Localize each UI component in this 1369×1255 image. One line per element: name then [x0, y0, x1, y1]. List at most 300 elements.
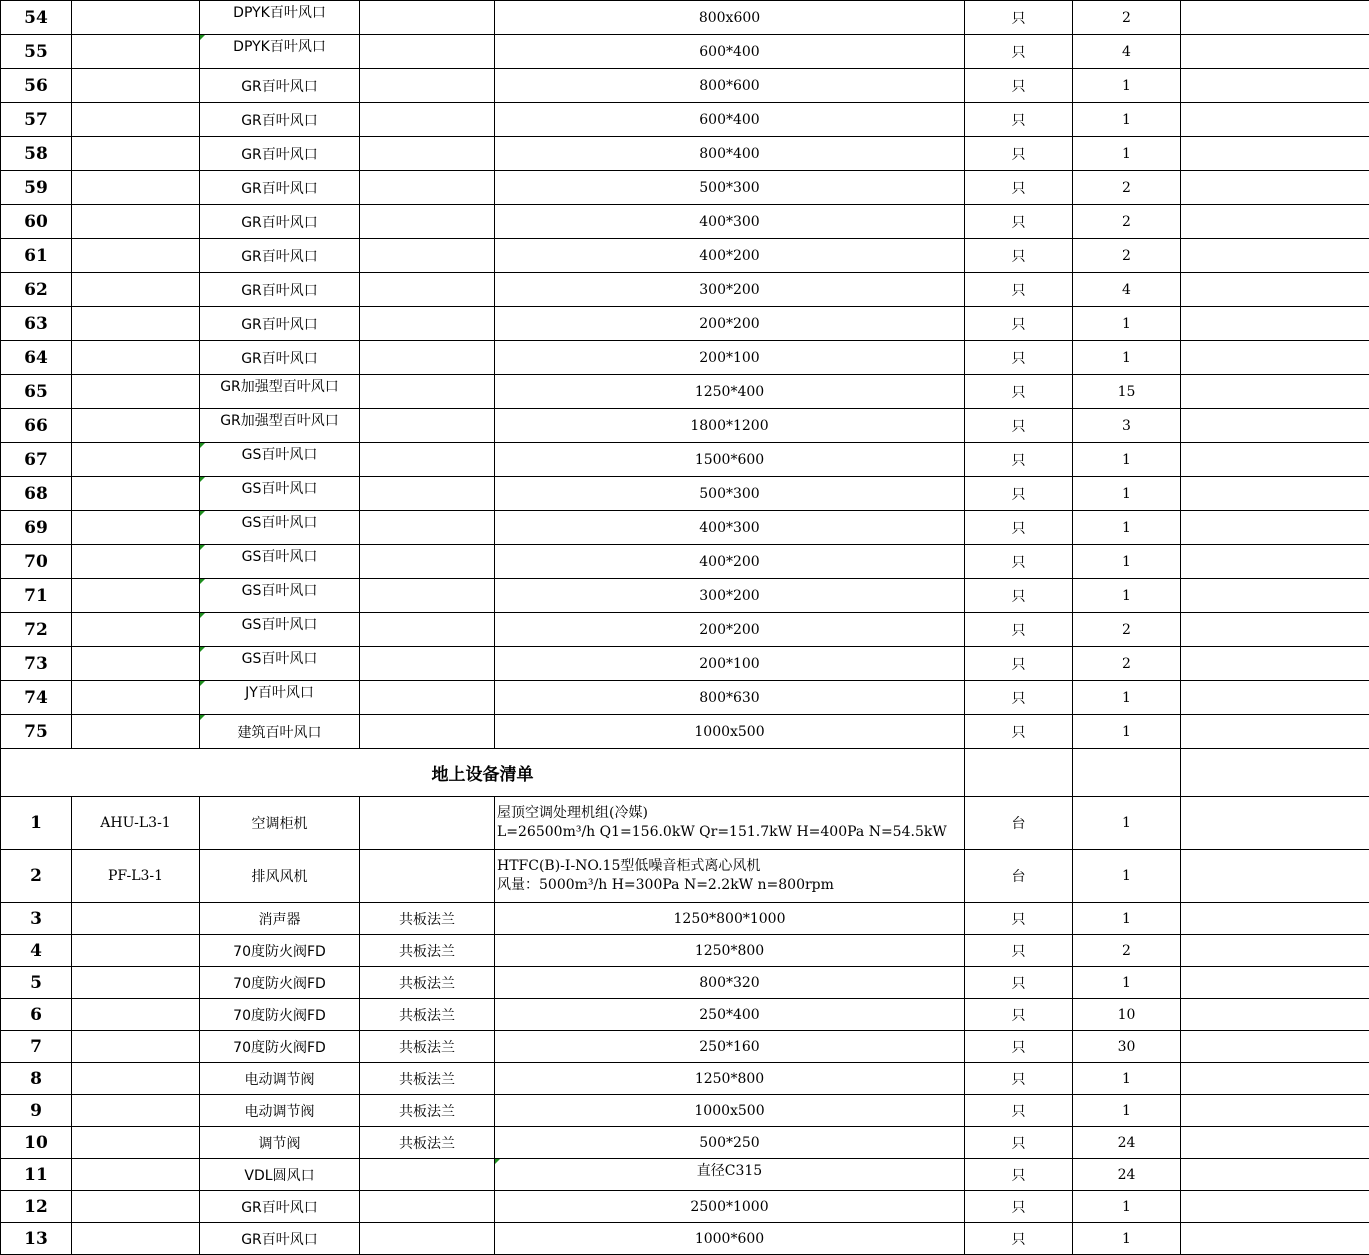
remark-cell[interactable]: [1181, 443, 1369, 477]
item-name-cell[interactable]: GS百叶风口: [200, 511, 360, 545]
row-number-cell[interactable]: 55: [1, 35, 72, 69]
spec-cell[interactable]: 1000x500: [495, 1095, 965, 1127]
item-name-cell[interactable]: GR百叶风口: [200, 137, 360, 171]
quantity-cell[interactable]: 1: [1073, 443, 1181, 477]
row-number-cell[interactable]: 57: [1, 103, 72, 137]
unit-cell[interactable]: 只: [965, 967, 1073, 999]
quantity-cell[interactable]: 2: [1073, 239, 1181, 273]
code-cell[interactable]: [72, 1095, 200, 1127]
row-number-cell[interactable]: 65: [1, 375, 72, 409]
spec-cell[interactable]: 400*200: [495, 239, 965, 273]
remark-cell[interactable]: [1181, 205, 1369, 239]
code-cell[interactable]: [72, 443, 200, 477]
connection-cell[interactable]: [360, 443, 495, 477]
section-title[interactable]: 地上设备清单: [1, 749, 965, 797]
unit-cell[interactable]: 只: [965, 545, 1073, 579]
unit-cell[interactable]: 只: [965, 171, 1073, 205]
unit-cell[interactable]: 台: [965, 797, 1073, 850]
quantity-cell[interactable]: 1: [1073, 477, 1181, 511]
spec-cell[interactable]: 200*100: [495, 341, 965, 375]
code-cell[interactable]: [72, 1, 200, 35]
remark-cell[interactable]: [1181, 1, 1369, 35]
description-cell[interactable]: [495, 797, 965, 850]
row-number-cell[interactable]: 61: [1, 239, 72, 273]
code-cell[interactable]: [72, 935, 200, 967]
table-row: [1, 545, 1369, 579]
row-number-cell[interactable]: 11: [1, 1159, 72, 1191]
spec-cell[interactable]: 500*250: [495, 1127, 965, 1159]
row-number-cell[interactable]: 6: [1, 999, 72, 1031]
unit-cell[interactable]: 只: [965, 103, 1073, 137]
quantity-cell[interactable]: 1: [1073, 545, 1181, 579]
remark-cell[interactable]: [1181, 715, 1369, 749]
unit-cell[interactable]: 只: [965, 1191, 1073, 1223]
item-name-cell[interactable]: 建筑百叶风口: [200, 715, 360, 749]
unit-cell[interactable]: 只: [965, 307, 1073, 341]
table-row: [1, 1, 1369, 35]
code-cell[interactable]: [72, 647, 200, 681]
row-number-cell[interactable]: 60: [1, 205, 72, 239]
remark-cell[interactable]: [1181, 797, 1369, 850]
row-number-cell[interactable]: 74: [1, 681, 72, 715]
row-number-cell[interactable]: 54: [1, 1, 72, 35]
item-name-cell[interactable]: 调节阀: [200, 1127, 360, 1159]
unit-cell[interactable]: 只: [965, 69, 1073, 103]
unit-cell[interactable]: 只: [965, 715, 1073, 749]
quantity-cell[interactable]: 24: [1073, 1159, 1181, 1191]
table-row: [1, 341, 1369, 375]
row-number-cell[interactable]: 3: [1, 903, 72, 935]
connection-cell[interactable]: [360, 647, 495, 681]
item-name-cell[interactable]: JY百叶风口: [200, 681, 360, 715]
remark-cell[interactable]: [1181, 613, 1369, 647]
spec-cell[interactable]: 500*300: [495, 477, 965, 511]
quantity-cell[interactable]: 24: [1073, 1127, 1181, 1159]
quantity-cell[interactable]: 1: [1073, 1095, 1181, 1127]
item-name-cell[interactable]: GS百叶风口: [200, 647, 360, 681]
row-number-cell[interactable]: 69: [1, 511, 72, 545]
remark-cell[interactable]: [1181, 903, 1369, 935]
remark-cell[interactable]: [1181, 935, 1369, 967]
quantity-cell[interactable]: 1: [1073, 1223, 1181, 1255]
item-name-cell[interactable]: GR百叶风口: [200, 1191, 360, 1223]
quantity-cell[interactable]: 1: [1073, 1191, 1181, 1223]
table-row: [1, 103, 1369, 137]
quantity-cell[interactable]: 1: [1073, 341, 1181, 375]
row-number-cell[interactable]: 5: [1, 967, 72, 999]
item-name-cell[interactable]: 电动调节阀: [200, 1063, 360, 1095]
unit-cell[interactable]: 只: [965, 903, 1073, 935]
code-cell[interactable]: [72, 1159, 200, 1191]
row-number-cell[interactable]: 73: [1, 647, 72, 681]
unit-cell[interactable]: 只: [965, 647, 1073, 681]
spec-cell[interactable]: 200*100: [495, 647, 965, 681]
item-name-cell[interactable]: GR百叶风口: [200, 103, 360, 137]
connection-cell[interactable]: [360, 715, 495, 749]
code-cell[interactable]: [72, 341, 200, 375]
connection-cell[interactable]: 共板法兰: [360, 999, 495, 1031]
spec-cell[interactable]: 1250*800: [495, 935, 965, 967]
code-cell[interactable]: [72, 171, 200, 205]
item-name-cell[interactable]: GR百叶风口: [200, 239, 360, 273]
row-number-cell[interactable]: 66: [1, 409, 72, 443]
connection-cell[interactable]: [360, 681, 495, 715]
item-name-cell[interactable]: GS百叶风口: [200, 579, 360, 613]
spec-cell[interactable]: 1250*800: [495, 1063, 965, 1095]
item-name-cell[interactable]: GS百叶风口: [200, 545, 360, 579]
row-number-cell[interactable]: 62: [1, 273, 72, 307]
connection-cell[interactable]: 共板法兰: [360, 1127, 495, 1159]
section-header-row: [1, 749, 1369, 797]
code-cell[interactable]: [72, 273, 200, 307]
row-number-cell[interactable]: 7: [1, 1031, 72, 1063]
remark-cell[interactable]: [1181, 239, 1369, 273]
quantity-cell[interactable]: 2: [1073, 205, 1181, 239]
spec-cell[interactable]: 800*400: [495, 137, 965, 171]
code-cell[interactable]: [72, 511, 200, 545]
spec-cell[interactable]: 800*320: [495, 967, 965, 999]
row-number-cell[interactable]: 1: [1, 797, 72, 850]
item-name-cell[interactable]: GR百叶风口: [200, 341, 360, 375]
table-row: [1, 137, 1369, 171]
spec-cell[interactable]: 1000*600: [495, 1223, 965, 1255]
connection-cell[interactable]: [360, 545, 495, 579]
unit-cell[interactable]: 只: [965, 1095, 1073, 1127]
table-row: [1, 409, 1369, 443]
item-name-cell[interactable]: 70度防火阀FD: [200, 935, 360, 967]
spec-cell[interactable]: 250*400: [495, 999, 965, 1031]
connection-cell[interactable]: [360, 477, 495, 511]
unit-cell[interactable]: 只: [965, 341, 1073, 375]
connection-cell[interactable]: 共板法兰: [360, 1063, 495, 1095]
quantity-cell[interactable]: 1: [1073, 137, 1181, 171]
remark-cell[interactable]: [1181, 69, 1369, 103]
spec-cell[interactable]: 1800*1200: [495, 409, 965, 443]
remark-cell[interactable]: [1181, 1159, 1369, 1191]
quantity-cell[interactable]: 1: [1073, 103, 1181, 137]
unit-cell[interactable]: 只: [965, 1, 1073, 35]
unit-cell[interactable]: 只: [965, 409, 1073, 443]
item-name-cell[interactable]: GR加强型百叶风口: [200, 409, 360, 443]
code-cell[interactable]: [72, 69, 200, 103]
connection-cell[interactable]: [360, 205, 495, 239]
remark-cell[interactable]: [1181, 273, 1369, 307]
quantity-cell[interactable]: 1: [1073, 967, 1181, 999]
connection-cell[interactable]: [360, 1, 495, 35]
connection-cell[interactable]: [360, 273, 495, 307]
row-number-cell[interactable]: 59: [1, 171, 72, 205]
table-row: [1, 273, 1369, 307]
spec-cell[interactable]: 600*400: [495, 103, 965, 137]
quantity-cell[interactable]: 1: [1073, 903, 1181, 935]
row-number-cell[interactable]: 12: [1, 1191, 72, 1223]
spec-cell[interactable]: 1250*400: [495, 375, 965, 409]
quantity-cell[interactable]: 1: [1073, 715, 1181, 749]
row-number-cell[interactable]: 75: [1, 715, 72, 749]
unit-cell[interactable]: 只: [965, 239, 1073, 273]
item-name-cell[interactable]: GS百叶风口: [200, 443, 360, 477]
connection-cell[interactable]: [360, 35, 495, 69]
description-line: HTFC(B)-I-NO.15型低噪音柜式离心风机: [497, 858, 761, 874]
code-cell[interactable]: [72, 239, 200, 273]
connection-cell[interactable]: 共板法兰: [360, 935, 495, 967]
quantity-cell[interactable]: 2: [1073, 171, 1181, 205]
unit-cell[interactable]: 台: [965, 850, 1073, 903]
spec-cell[interactable]: 300*200: [495, 579, 965, 613]
row-number-cell[interactable]: 63: [1, 307, 72, 341]
remark-cell[interactable]: [1181, 1191, 1369, 1223]
spec-cell[interactable]: 2500*1000: [495, 1191, 965, 1223]
table-row: [1, 647, 1369, 681]
unit-cell[interactable]: 只: [965, 511, 1073, 545]
remark-cell[interactable]: [1181, 1063, 1369, 1095]
quantity-cell[interactable]: 2: [1073, 613, 1181, 647]
connection-cell[interactable]: [360, 69, 495, 103]
remark-cell[interactable]: [1181, 749, 1369, 797]
code-cell[interactable]: [72, 545, 200, 579]
unit-cell[interactable]: 只: [965, 205, 1073, 239]
remark-cell[interactable]: [1181, 375, 1369, 409]
code-cell[interactable]: [72, 1031, 200, 1063]
spec-cell[interactable]: 250*160: [495, 1031, 965, 1063]
item-name-cell[interactable]: GR百叶风口: [200, 273, 360, 307]
spec-cell[interactable]: 500*300: [495, 171, 965, 205]
row-number-cell[interactable]: 72: [1, 613, 72, 647]
quantity-cell[interactable]: 1: [1073, 579, 1181, 613]
code-cell[interactable]: [72, 1191, 200, 1223]
unit-cell[interactable]: 只: [965, 1063, 1073, 1095]
unit-cell[interactable]: 只: [965, 1159, 1073, 1191]
row-number-cell[interactable]: 8: [1, 1063, 72, 1095]
connection-cell[interactable]: [360, 1159, 495, 1191]
spec-cell[interactable]: 1250*800*1000: [495, 903, 965, 935]
unit-cell[interactable]: 只: [965, 999, 1073, 1031]
code-cell[interactable]: [72, 35, 200, 69]
unit-cell[interactable]: 只: [965, 137, 1073, 171]
item-name-cell[interactable]: 空调柜机: [200, 797, 360, 850]
code-cell[interactable]: [72, 103, 200, 137]
item-name-cell[interactable]: GS百叶风口: [200, 613, 360, 647]
item-name-cell[interactable]: 电动调节阀: [200, 1095, 360, 1127]
remark-cell[interactable]: [1181, 1095, 1369, 1127]
unit-cell[interactable]: 只: [965, 1127, 1073, 1159]
code-cell[interactable]: [72, 613, 200, 647]
item-name-cell[interactable]: GR百叶风口: [200, 69, 360, 103]
remark-cell[interactable]: [1181, 137, 1369, 171]
connection-cell[interactable]: 共板法兰: [360, 903, 495, 935]
code-cell[interactable]: [72, 477, 200, 511]
connection-cell[interactable]: [360, 375, 495, 409]
item-name-cell[interactable]: 70度防火阀FD: [200, 1031, 360, 1063]
code-cell[interactable]: PF-L3-1: [72, 850, 200, 903]
table-row: [1, 171, 1369, 205]
remark-cell[interactable]: [1181, 850, 1369, 903]
remark-cell[interactable]: [1181, 35, 1369, 69]
quantity-cell[interactable]: 1: [1073, 69, 1181, 103]
code-cell[interactable]: [72, 999, 200, 1031]
connection-cell[interactable]: 共板法兰: [360, 1031, 495, 1063]
spec-cell[interactable]: 800*600: [495, 69, 965, 103]
spec-cell[interactable]: 800*630: [495, 681, 965, 715]
code-cell[interactable]: [72, 307, 200, 341]
table-row: [1, 205, 1369, 239]
row-number-cell[interactable]: 56: [1, 69, 72, 103]
table-row: [1, 307, 1369, 341]
remark-cell[interactable]: [1181, 341, 1369, 375]
remark-cell[interactable]: [1181, 681, 1369, 715]
item-name-cell[interactable]: GR百叶风口: [200, 171, 360, 205]
code-cell[interactable]: [72, 137, 200, 171]
row-number-cell[interactable]: 2: [1, 850, 72, 903]
remark-cell[interactable]: [1181, 171, 1369, 205]
spec-cell[interactable]: 400*300: [495, 205, 965, 239]
item-name-cell[interactable]: 70度防火阀FD: [200, 999, 360, 1031]
spec-cell[interactable]: 400*200: [495, 545, 965, 579]
spec-cell[interactable]: 直径C315: [495, 1159, 965, 1191]
quantity-cell[interactable]: 10: [1073, 999, 1181, 1031]
quantity-cell[interactable]: 1: [1073, 307, 1181, 341]
remark-cell[interactable]: [1181, 1031, 1369, 1063]
remark-cell[interactable]: [1181, 545, 1369, 579]
quantity-cell[interactable]: 1: [1073, 681, 1181, 715]
remark-cell[interactable]: [1181, 967, 1369, 999]
remark-cell[interactable]: [1181, 999, 1369, 1031]
item-name-cell[interactable]: DPYK百叶风口: [200, 35, 360, 69]
unit-cell[interactable]: 只: [965, 579, 1073, 613]
connection-cell[interactable]: [360, 1191, 495, 1223]
quantity-cell[interactable]: 2: [1073, 935, 1181, 967]
code-cell[interactable]: [72, 1127, 200, 1159]
row-number-cell[interactable]: 58: [1, 137, 72, 171]
code-cell[interactable]: [72, 1063, 200, 1095]
item-name-cell[interactable]: GR百叶风口: [200, 1223, 360, 1255]
spec-cell[interactable]: 600*400: [495, 35, 965, 69]
code-cell[interactable]: [72, 903, 200, 935]
item-name-cell[interactable]: VDL圆风口: [200, 1159, 360, 1191]
spec-cell[interactable]: 1500*600: [495, 443, 965, 477]
connection-cell[interactable]: [360, 341, 495, 375]
item-name-cell[interactable]: GR百叶风口: [200, 205, 360, 239]
connection-cell[interactable]: [360, 613, 495, 647]
row-number-cell[interactable]: 70: [1, 545, 72, 579]
spec-cell[interactable]: 200*200: [495, 307, 965, 341]
item-name-cell[interactable]: GR百叶风口: [200, 307, 360, 341]
quantity-cell[interactable]: 1: [1073, 511, 1181, 545]
code-cell[interactable]: [72, 1223, 200, 1255]
remark-cell[interactable]: [1181, 477, 1369, 511]
unit-cell[interactable]: 只: [965, 613, 1073, 647]
remark-cell[interactable]: [1181, 1223, 1369, 1255]
remark-cell[interactable]: [1181, 409, 1369, 443]
quantity-cell[interactable]: 2: [1073, 647, 1181, 681]
remark-cell[interactable]: [1181, 1127, 1369, 1159]
code-cell[interactable]: [72, 205, 200, 239]
unit-cell[interactable]: 只: [965, 273, 1073, 307]
code-cell[interactable]: [72, 715, 200, 749]
spec-cell[interactable]: 1000x500: [495, 715, 965, 749]
item-name-cell[interactable]: 70度防火阀FD: [200, 967, 360, 999]
item-name-cell[interactable]: GS百叶风口: [200, 477, 360, 511]
connection-cell[interactable]: [360, 137, 495, 171]
code-cell[interactable]: [72, 681, 200, 715]
row-number-cell[interactable]: 13: [1, 1223, 72, 1255]
quantity-cell[interactable]: 3: [1073, 409, 1181, 443]
item-name-cell[interactable]: 排风风机: [200, 850, 360, 903]
quantity-cell[interactable]: 4: [1073, 273, 1181, 307]
remark-cell[interactable]: [1181, 307, 1369, 341]
quantity-cell[interactable]: 1: [1073, 850, 1181, 903]
remark-cell[interactable]: [1181, 579, 1369, 613]
code-cell[interactable]: AHU-L3-1: [72, 797, 200, 850]
quantity-cell[interactable]: 4: [1073, 35, 1181, 69]
row-number-cell[interactable]: 10: [1, 1127, 72, 1159]
unit-cell[interactable]: [965, 749, 1073, 797]
connection-cell[interactable]: 共板法兰: [360, 1095, 495, 1127]
unit-cell[interactable]: 只: [965, 681, 1073, 715]
spec-cell[interactable]: 300*200: [495, 273, 965, 307]
connection-cell[interactable]: [360, 103, 495, 137]
unit-cell[interactable]: 只: [965, 443, 1073, 477]
row-number-cell[interactable]: 4: [1, 935, 72, 967]
unit-cell[interactable]: 只: [965, 477, 1073, 511]
quantity-cell[interactable]: 1: [1073, 797, 1181, 850]
quantity-cell[interactable]: [1073, 749, 1181, 797]
quantity-cell[interactable]: 15: [1073, 375, 1181, 409]
quantity-cell[interactable]: 1: [1073, 1063, 1181, 1095]
connection-cell[interactable]: [360, 797, 495, 850]
connection-cell[interactable]: [360, 850, 495, 903]
item-name-cell[interactable]: DPYK百叶风口: [200, 1, 360, 35]
remark-cell[interactable]: [1181, 511, 1369, 545]
connection-cell[interactable]: [360, 579, 495, 613]
quantity-cell[interactable]: 2: [1073, 1, 1181, 35]
unit-cell[interactable]: 只: [965, 1223, 1073, 1255]
connection-cell[interactable]: 共板法兰: [360, 967, 495, 999]
row-number-cell[interactable]: 68: [1, 477, 72, 511]
unit-cell[interactable]: 只: [965, 935, 1073, 967]
connection-cell[interactable]: [360, 239, 495, 273]
description-line: 风量：5000m³/h H=300Pa N=2.2kW n=800rpm: [497, 877, 834, 893]
row-number-cell[interactable]: 64: [1, 341, 72, 375]
connection-cell[interactable]: [360, 511, 495, 545]
code-cell[interactable]: [72, 967, 200, 999]
unit-cell[interactable]: 只: [965, 375, 1073, 409]
connection-cell[interactable]: [360, 409, 495, 443]
connection-cell[interactable]: [360, 1223, 495, 1255]
quantity-cell[interactable]: 30: [1073, 1031, 1181, 1063]
spec-cell[interactable]: 800x600: [495, 1, 965, 35]
row-number-cell[interactable]: 9: [1, 1095, 72, 1127]
connection-cell[interactable]: [360, 307, 495, 341]
unit-cell[interactable]: 只: [965, 35, 1073, 69]
code-cell[interactable]: [72, 409, 200, 443]
remark-cell[interactable]: [1181, 103, 1369, 137]
unit-cell[interactable]: 只: [965, 1031, 1073, 1063]
item-name-cell[interactable]: GR加强型百叶风口: [200, 375, 360, 409]
table-row: [1, 1127, 1369, 1159]
description-cell[interactable]: [495, 850, 965, 903]
connection-cell[interactable]: [360, 171, 495, 205]
spec-cell[interactable]: 400*300: [495, 511, 965, 545]
item-name-cell[interactable]: 消声器: [200, 903, 360, 935]
row-number-cell[interactable]: 67: [1, 443, 72, 477]
table-row: [1, 850, 1369, 903]
spec-cell[interactable]: 200*200: [495, 613, 965, 647]
remark-cell[interactable]: [1181, 647, 1369, 681]
row-number-cell[interactable]: 71: [1, 579, 72, 613]
code-cell[interactable]: [72, 375, 200, 409]
code-cell[interactable]: [72, 579, 200, 613]
